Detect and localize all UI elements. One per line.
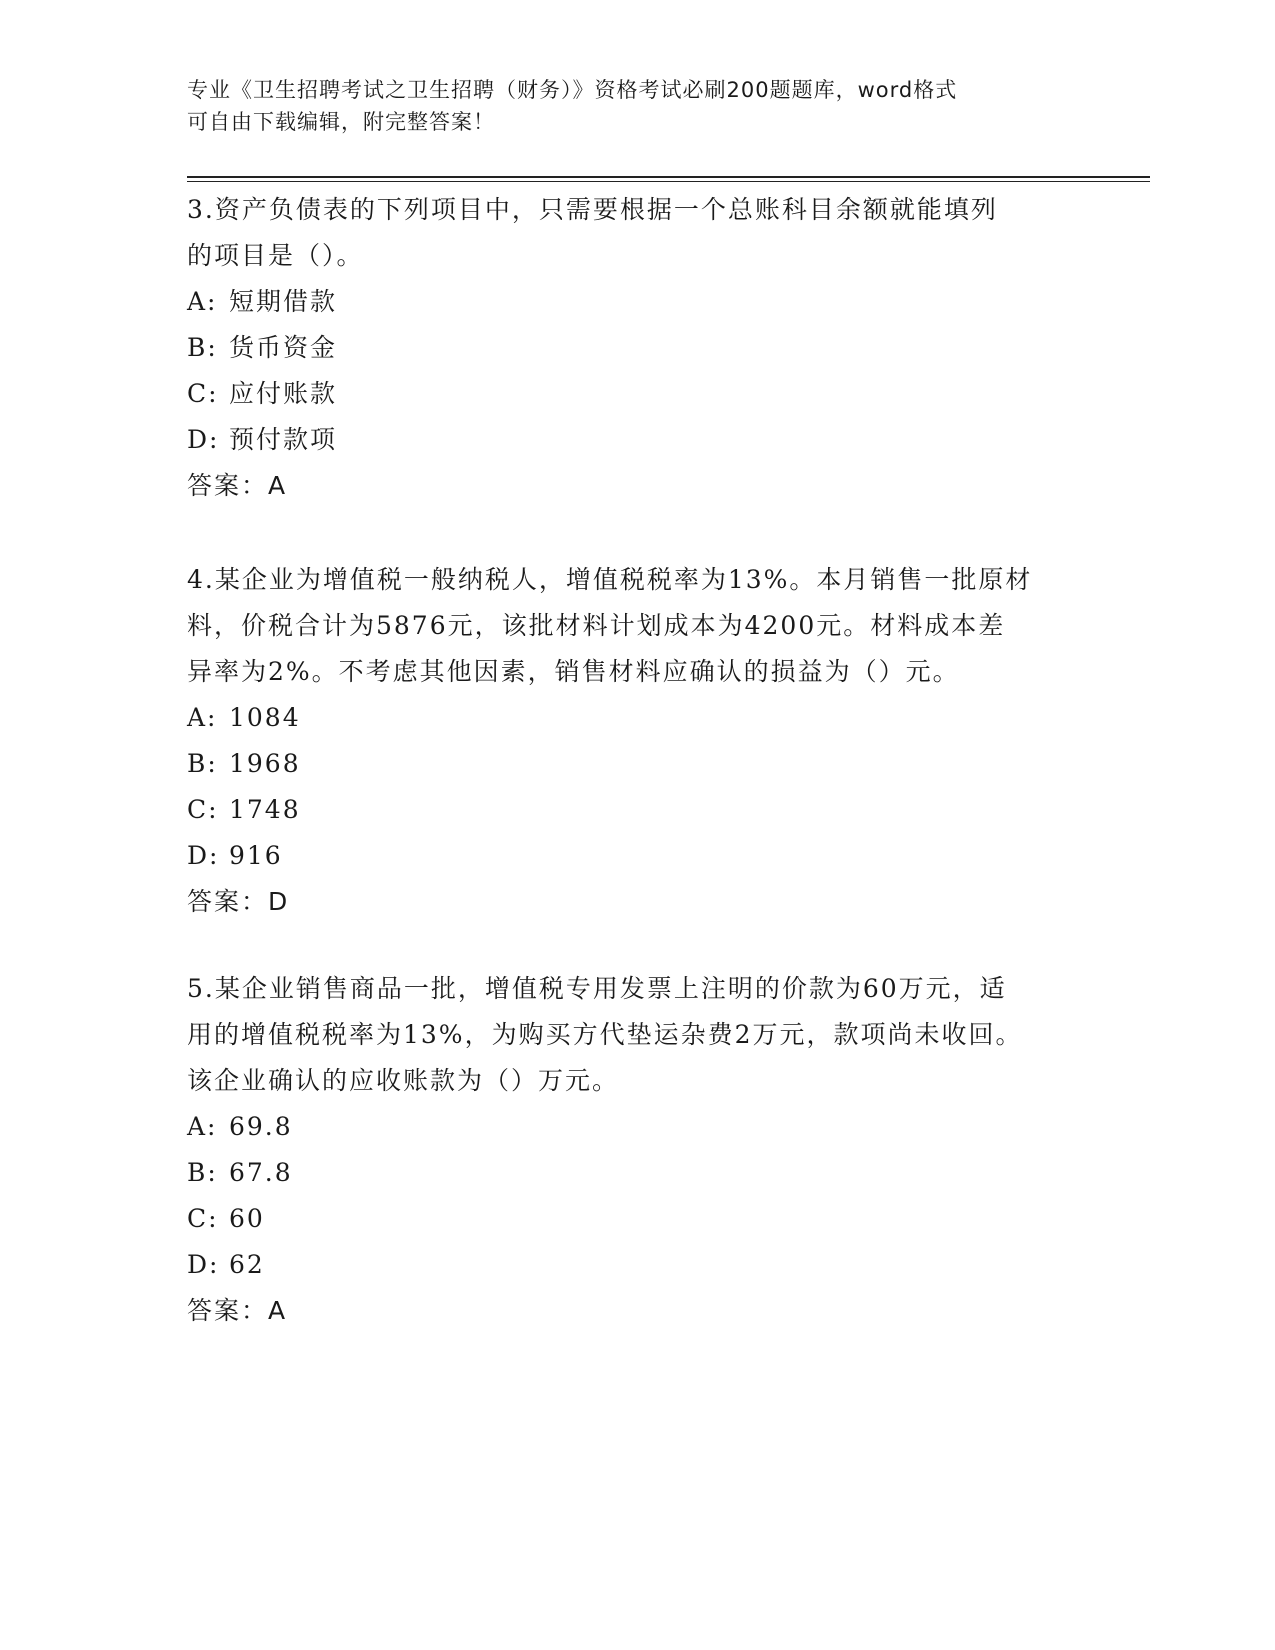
option-text: 短期借款 (229, 287, 338, 316)
option-c (187, 1196, 1087, 1242)
option-text: 1968 (229, 749, 301, 778)
question-stem-line: 用的增值税税率为13%，为购买方代垫运杂费2万元，款项尚未收回。 (187, 1020, 1023, 1049)
option-key: A: (187, 703, 218, 732)
option-key: D: (187, 425, 220, 454)
option-a (187, 695, 1087, 741)
question-stem-line: 3.资产负债表的下列项目中，只需要根据一个总账科目余额就能填列 (187, 195, 998, 224)
question-5 (187, 966, 1087, 1334)
question-3 (187, 187, 1087, 509)
header-divider-thin (187, 181, 1150, 182)
option-c (187, 787, 1087, 833)
document-header (187, 74, 1067, 138)
question-stem-line: 4.某企业为增值税一般纳税人，增值税税率为13%。本月销售一批原材 (187, 565, 1033, 594)
option-key: A: (187, 1112, 218, 1141)
option-d (187, 1242, 1087, 1288)
option-key: C: (187, 1204, 219, 1233)
option-key: B: (187, 333, 218, 362)
header-title-line-2: 可自由下载编辑，附完整答案！ (187, 110, 495, 134)
option-key: C: (187, 795, 219, 824)
option-key: B: (187, 749, 218, 778)
header-title-line-1: 专业《卫生招聘考试之卫生招聘（财务）》资格考试必刷200题题库，word格式 (187, 78, 958, 102)
option-key: D: (187, 841, 220, 870)
option-b (187, 741, 1087, 787)
question-4 (187, 557, 1087, 925)
option-c (187, 371, 1087, 417)
answer-line: 答案：D (187, 887, 290, 916)
option-key: C: (187, 379, 219, 408)
option-d (187, 833, 1087, 879)
option-text: 1748 (229, 795, 301, 824)
header-divider-thick (187, 176, 1150, 178)
question-stem-line: 料，价税合计为5876元，该批材料计划成本为4200元。材料成本差 (187, 611, 1006, 640)
question-stem-line: 的项目是（）。 (187, 241, 364, 270)
question-stem-line: 异率为2%。不考虑其他因素，销售材料应确认的损益为（）元。 (187, 657, 960, 686)
option-a (187, 1104, 1087, 1150)
option-text: 货币资金 (229, 333, 338, 362)
option-a (187, 279, 1087, 325)
option-text: 60 (229, 1204, 265, 1233)
option-d (187, 417, 1087, 463)
answer-line: 答案：A (187, 471, 288, 500)
question-stem-line: 5.某企业销售商品一批，增值税专用发票上注明的价款为60万元，适 (187, 974, 1007, 1003)
option-b (187, 325, 1087, 371)
option-text: 1084 (229, 703, 301, 732)
question-stem-line: 该企业确认的应收账款为（）万元。 (187, 1066, 620, 1095)
option-text: 67.8 (229, 1158, 293, 1187)
option-text: 69.8 (229, 1112, 293, 1141)
option-text: 预付款项 (229, 425, 338, 454)
option-text: 62 (229, 1250, 265, 1279)
option-text: 应付账款 (229, 379, 338, 408)
option-key: D: (187, 1250, 220, 1279)
answer-line: 答案：A (187, 1296, 288, 1325)
option-key: A: (187, 287, 218, 316)
option-key: B: (187, 1158, 218, 1187)
option-text: 916 (229, 841, 283, 870)
option-b (187, 1150, 1087, 1196)
